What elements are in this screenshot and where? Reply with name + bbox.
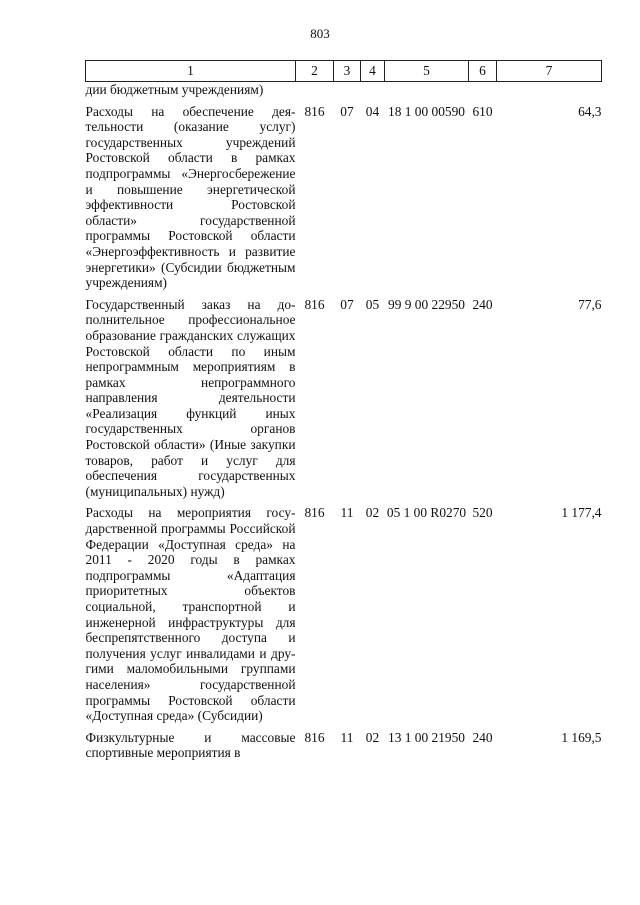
row-name: Расходы на мероприятия государственной программы Российской Федерации «Доступная среда» на 2011 - 2020 годы в рамках подпрограммы «Адаптация приоритетных объектов социальной, транспортной и инженерной инфраструктуры для беспрепятственного доступа и получения услуг инвалидами и другими маломобильными группами населения» государственной программы Ростовской области «Доступная среда» (Субсидии) — [85, 505, 296, 724]
table-row — [86, 82, 602, 101]
column-header-7: 7 — [497, 61, 602, 82]
table-row — [86, 502, 602, 726]
row-section-code: 11 — [340, 729, 354, 745]
row-ministry-code — [296, 82, 334, 101]
row-subsection-code: 05 — [365, 296, 380, 312]
header-row — [86, 61, 602, 82]
row-name: дии бюджетным учреждениям) — [85, 82, 264, 97]
column-header-4: 4 — [361, 61, 385, 82]
table-row — [86, 101, 602, 294]
column-header-2: 2 — [296, 61, 334, 82]
row-target-article: 13 1 00 21950 — [388, 729, 465, 745]
row-amount: 1 169,5 — [561, 729, 602, 745]
table-row — [86, 727, 602, 764]
row-expense-type — [469, 82, 497, 101]
row-subsection-code: 02 — [365, 505, 380, 521]
page-number: 803 — [310, 26, 330, 41]
row-section-code — [334, 82, 361, 101]
row-amount: 77,6 — [578, 296, 602, 312]
column-header-1: 1 — [86, 61, 296, 82]
row-section-code: 07 — [340, 296, 354, 312]
row-expense-type: 240 — [472, 296, 493, 312]
row-ministry-code: 816 — [304, 729, 325, 745]
row-expense-type: 610 — [472, 103, 493, 119]
row-subsection-code: 02 — [365, 729, 380, 745]
row-name: Расходы на обеспечение деятельности (оказание услуг) государственных учреждений Ростовской области в рамках подпрограммы «Энергосбережение и повышение энергетической эффективности Ростовской области» государственной программы Ростовской области «Энергоэффективность и развитие энергетики» (Субсидии бюджетным учреждениям) — [85, 103, 296, 291]
row-expense-type: 520 — [472, 505, 493, 521]
row-subsection-code: 04 — [365, 103, 380, 119]
row-expense-type: 240 — [472, 729, 493, 745]
row-target-article: 05 1 00 R0270 — [386, 505, 467, 521]
row-name: Государственный заказ на дополнительное профессиональное образование гражданских служащих Ростовской области по иным непрограммным мероприятиям в рамках непрограммного направления деятельности «Реализация функций иных государственных органов Ростовской области» (Иные закупки товаров, работ и услуг для обеспечения государственных (муниципальных) нужд) — [85, 296, 296, 499]
row-ministry-code: 816 — [304, 505, 325, 521]
table-row — [86, 294, 602, 503]
column-header-5: 5 — [385, 61, 469, 82]
budget-table — [85, 60, 602, 764]
row-target-article: 99 9 00 22950 — [388, 296, 465, 312]
column-header-3: 3 — [334, 61, 361, 82]
row-name: Физкультурные и массовые спортивные мероприятия в — [85, 729, 296, 761]
column-header-6: 6 — [469, 61, 497, 82]
row-target-article: 18 1 00 00590 — [388, 103, 465, 119]
row-section-code: 11 — [340, 505, 354, 521]
row-subsection-code — [361, 82, 385, 101]
row-amount: 64,3 — [578, 103, 602, 119]
row-ministry-code: 816 — [304, 103, 325, 119]
row-amount — [497, 82, 602, 101]
row-section-code: 07 — [340, 103, 354, 119]
row-amount: 1 177,4 — [561, 505, 602, 521]
row-ministry-code: 816 — [304, 296, 325, 312]
row-target-article — [385, 82, 469, 101]
